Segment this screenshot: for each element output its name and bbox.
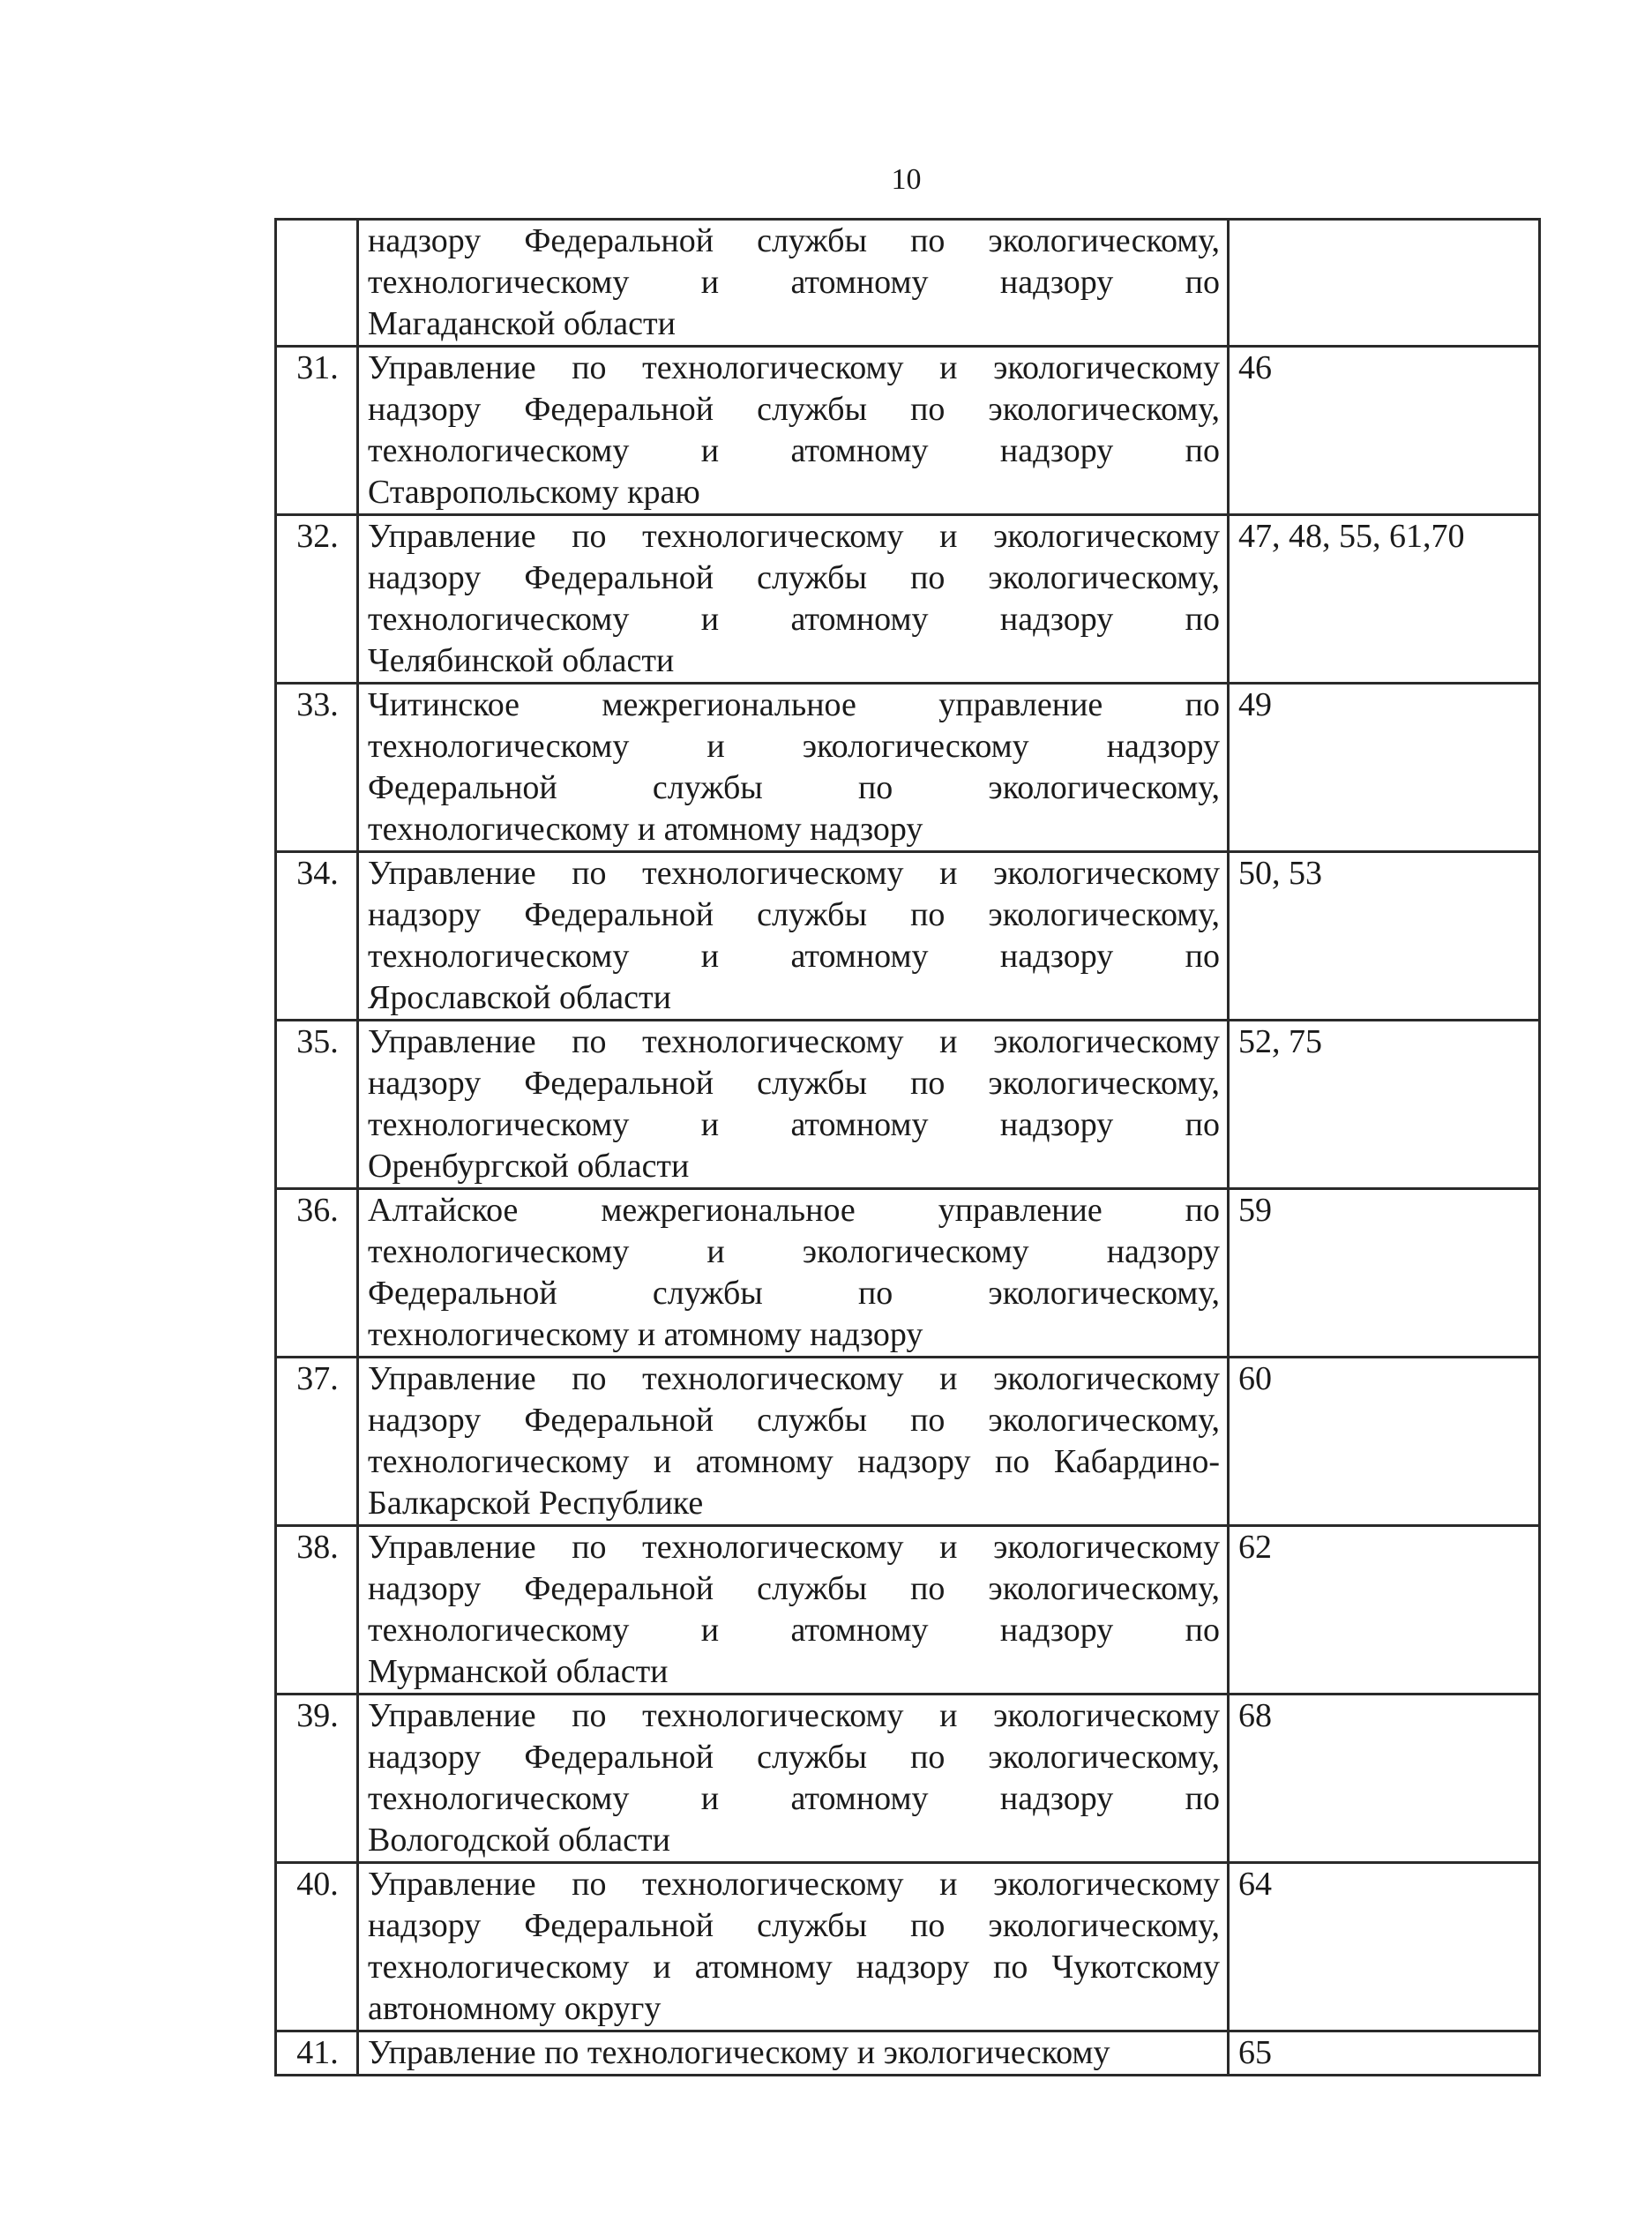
authority-name-line: надзору Федеральной службы по экологическому,: [368, 559, 1220, 596]
row-number: 34.: [276, 852, 358, 1021]
authority-name-line: технологическому и атомному надзору по: [368, 1780, 1220, 1817]
authority-name-line: технологическому и атомному надзору: [368, 811, 923, 848]
region-codes: 50, 53: [1229, 852, 1540, 1021]
table-row: [276, 1526, 1540, 1695]
authority-name: [358, 1863, 1229, 2031]
page-number: 10: [891, 163, 922, 196]
row-number: 41.: [276, 2031, 358, 2076]
authority-name-line: Управление по технологическому и экологическому: [368, 1697, 1220, 1734]
authority-name-line: Алтайское межрегиональное управление по: [368, 1192, 1220, 1229]
authority-name-line: технологическому и экологическому надзору: [368, 728, 1220, 765]
authority-name-line: технологическому и атомному надзору по: [368, 601, 1220, 638]
authority-name: [358, 852, 1229, 1021]
row-number: 36.: [276, 1189, 358, 1358]
region-codes: [1229, 220, 1540, 347]
authority-name-line: Управление по технологическому и экологическому: [368, 2034, 1110, 2071]
authority-name-line: Федеральной службы по экологическому,: [368, 769, 1220, 806]
row-number: 31.: [276, 347, 358, 515]
authority-name: [358, 220, 1229, 347]
table-body: [276, 220, 1540, 2076]
authority-name-line: надзору Федеральной службы по экологическому,: [368, 1065, 1220, 1102]
row-number: 40.: [276, 1863, 358, 2031]
authority-name-line: технологическому и атомному надзору по Чукотскому: [368, 1949, 1220, 1986]
authority-name-line: технологическому и атомному надзору по: [368, 938, 1220, 975]
authority-name-line: технологическому и атомному надзору по: [368, 264, 1220, 301]
table-row: [276, 220, 1540, 347]
row-number: 35.: [276, 1021, 358, 1189]
table-row: [276, 1695, 1540, 1863]
authority-name-line: Оренбургской области: [368, 1148, 690, 1185]
row-number: [276, 220, 358, 347]
row-number: 32.: [276, 515, 358, 684]
authority-table: [274, 218, 1541, 2076]
authority-name-line: надзору Федеральной службы по экологическому,: [368, 391, 1220, 428]
table-row: [276, 1021, 1540, 1189]
authority-name-line: технологическому и атомному надзору: [368, 1316, 923, 1353]
table-row: [276, 347, 1540, 515]
authority-name: [358, 515, 1229, 684]
region-codes: 60: [1229, 1358, 1540, 1526]
authority-name-line: Управление по технологическому и экологическому: [368, 1866, 1220, 1903]
authority-name: [358, 684, 1229, 852]
authority-name: [358, 1189, 1229, 1358]
authority-name-line: технологическому и атомному надзору по: [368, 1612, 1220, 1649]
authority-name-line: Балкарской Республике: [368, 1485, 704, 1522]
authority-name: [358, 1695, 1229, 1863]
authority-name-line: технологическому и экологическому надзору: [368, 1233, 1220, 1270]
region-codes: 52, 75: [1229, 1021, 1540, 1189]
authority-name-line: технологическому и атомному надзору по: [368, 432, 1220, 469]
table-row: [276, 852, 1540, 1021]
authority-name-line: надзору Федеральной службы по экологическому,: [368, 1570, 1220, 1607]
authority-name-line: надзору Федеральной службы по экологическому,: [368, 1402, 1220, 1439]
authority-name-line: Управление по технологическому и экологическому: [368, 855, 1220, 892]
table-row: [276, 1863, 1540, 2031]
authority-name: [358, 347, 1229, 515]
authority-name: [358, 1526, 1229, 1695]
authority-name: [358, 1021, 1229, 1189]
region-codes: 68: [1229, 1695, 1540, 1863]
authority-name-line: надзору Федеральной службы по экологическому,: [368, 222, 1220, 259]
row-number: 38.: [276, 1526, 358, 1695]
authority-name-line: Управление по технологическому и экологическому: [368, 518, 1220, 555]
table-row: [276, 1189, 1540, 1358]
authority-name-line: технологическому и атомному надзору по: [368, 1106, 1220, 1143]
authority-name-line: Федеральной службы по экологическому,: [368, 1275, 1220, 1312]
row-number: 39.: [276, 1695, 358, 1863]
authority-name-line: Ярославской области: [368, 979, 671, 1016]
row-number: 33.: [276, 684, 358, 852]
authority-name-line: надзору Федеральной службы по экологическому,: [368, 1739, 1220, 1776]
authority-name-line: Читинское межрегиональное управление по: [368, 686, 1220, 723]
table-row: [276, 684, 1540, 852]
authority-name: [358, 1358, 1229, 1526]
authority-name-line: Магаданской области: [368, 305, 676, 342]
region-codes: 49: [1229, 684, 1540, 852]
region-codes: 62: [1229, 1526, 1540, 1695]
authority-name-line: Управление по технологическому и экологическому: [368, 1360, 1220, 1397]
authority-name-line: надзору Федеральной службы по экологическому,: [368, 896, 1220, 933]
authority-name-line: Управление по технологическому и экологическому: [368, 1023, 1220, 1060]
authority-name-line: Ставропольскому краю: [368, 474, 700, 511]
region-codes: 64: [1229, 1863, 1540, 2031]
authority-name: [358, 2031, 1229, 2076]
authority-name-line: технологическому и атомному надзору по Кабардино-: [368, 1443, 1220, 1480]
region-codes: 59: [1229, 1189, 1540, 1358]
authority-name-line: Мурманской области: [368, 1653, 669, 1690]
region-codes: 46: [1229, 347, 1540, 515]
region-codes: 47, 48, 55, 61,70: [1229, 515, 1540, 684]
authority-name-line: надзору Федеральной службы по экологическому,: [368, 1907, 1220, 1944]
authority-name-line: Управление по технологическому и экологическому: [368, 349, 1220, 386]
authority-name-line: Челябинской области: [368, 642, 675, 679]
table-row: [276, 515, 1540, 684]
authority-name-line: Вологодской области: [368, 1822, 670, 1859]
row-number: 37.: [276, 1358, 358, 1526]
authority-name-line: автономному округу: [368, 1990, 662, 2027]
region-codes: 65: [1229, 2031, 1540, 2076]
authority-name-line: Управление по технологическому и экологическому: [368, 1529, 1220, 1566]
table-row: [276, 1358, 1540, 1526]
table-row: [276, 2031, 1540, 2076]
